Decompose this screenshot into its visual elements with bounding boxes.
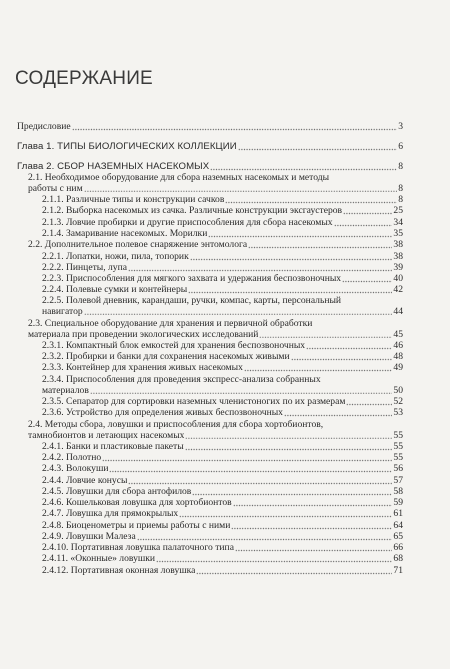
toc-page-number: 59 — [393, 497, 403, 508]
toc-entry[interactable] — [42, 554, 403, 565]
dot-leader — [128, 265, 392, 272]
dot-leader — [188, 287, 392, 294]
toc-entry-title: 2.3. Специальное оборудование для хранения и первичной обработки — [28, 318, 313, 329]
dot-leader — [343, 208, 392, 215]
dot-leader — [225, 197, 397, 204]
toc-entry[interactable] — [42, 218, 403, 229]
toc-page-number: 42 — [393, 284, 403, 295]
dot-leader — [84, 185, 398, 192]
toc-entry[interactable] — [42, 566, 403, 577]
toc-entry[interactable] — [42, 274, 403, 285]
dot-leader — [137, 534, 393, 541]
toc-page-number: 71 — [393, 565, 403, 576]
toc-page-number: 6 — [398, 141, 403, 152]
dot-leader — [233, 500, 393, 507]
toc-page-number: 64 — [393, 520, 403, 531]
dot-leader — [192, 489, 392, 496]
toc-entry-title: 2.2.4. Полевые сумки и контейнеры — [42, 285, 188, 295]
toc-entry-title: навигатор — [42, 306, 83, 317]
toc-entry-title: материалов — [42, 385, 89, 396]
toc-entry[interactable] — [42, 453, 403, 464]
toc-page-number: 39 — [393, 262, 403, 273]
dot-leader — [109, 466, 392, 473]
toc-page-number: 68 — [393, 553, 403, 564]
dot-leader — [102, 455, 392, 462]
toc-page-number: 55 — [393, 452, 403, 463]
dot-leader — [235, 545, 392, 552]
toc-entry[interactable] — [42, 195, 403, 206]
dot-leader — [190, 254, 393, 261]
dot-leader — [231, 523, 392, 530]
dot-leader — [334, 220, 393, 227]
toc-page-number: 53 — [393, 407, 403, 418]
toc-entry[interactable] — [28, 319, 403, 340]
dot-leader — [306, 343, 392, 350]
toc-entry[interactable] — [42, 408, 403, 419]
toc-entry[interactable] — [42, 206, 403, 217]
toc-entry-title: 2.2.3. Приспособления для мягкого захвата и удержания беспозвоночных — [42, 274, 342, 284]
dot-leader — [84, 308, 393, 315]
dot-leader — [208, 231, 392, 238]
toc-entry[interactable] — [17, 162, 403, 173]
dot-leader — [156, 556, 392, 563]
toc-page-number: 3 — [398, 121, 403, 132]
toc-entry-title: 2.2.2. Пинцеты, лупа — [42, 263, 127, 273]
page-title: СОДЕРЖАНИЕ — [15, 68, 153, 89]
toc-page-number: 55 — [393, 429, 403, 441]
dot-leader — [342, 276, 392, 283]
toc-page-number: 38 — [393, 251, 403, 262]
toc-entry[interactable] — [42, 487, 403, 498]
toc-page-number: 40 — [393, 273, 403, 284]
toc-entry[interactable] — [42, 341, 403, 352]
toc-entry-title: 2.3.1. Компактный блок емкостей для хранения беспозвоночных — [42, 341, 306, 351]
toc-entry-title: 2.1.1. Различные типы и конструкции сачков — [42, 195, 225, 205]
toc-entry-title: 2.4.4. Ловчие конусы — [42, 476, 128, 486]
toc-entry[interactable] — [42, 252, 403, 263]
toc-entry-title: 2.4.5. Ловушки для сбора антофилов — [42, 487, 192, 497]
dot-leader — [210, 164, 397, 171]
dot-leader — [179, 511, 392, 518]
toc-entry-title: 2.4.10. Портативная ловушка палаточного типа — [42, 543, 234, 553]
toc-page-number: 38 — [393, 239, 403, 250]
toc-entry-title: работы с ним — [28, 183, 83, 194]
toc-page-number: 44 — [393, 305, 403, 317]
toc-entry[interactable] — [42, 375, 403, 396]
toc-entry-title: 2.4.7. Ловушка для прямокрылых — [42, 509, 179, 519]
dot-leader — [90, 387, 393, 394]
toc-entry-title: 2.4.2. Полотно — [42, 453, 102, 463]
toc-entry[interactable] — [42, 229, 403, 240]
toc-entry[interactable] — [42, 476, 403, 487]
toc-entry-title: 2.4.3. Волокуши — [42, 464, 109, 474]
toc-entry-title: Глава 1. ТИПЫ БИОЛОГИЧЕСКИХ КОЛЛЕКЦИЙ — [17, 142, 237, 152]
dot-leader — [128, 478, 392, 485]
toc-page-number: 8 — [398, 161, 403, 172]
toc-page-number: 49 — [393, 362, 403, 373]
toc-entry[interactable] — [42, 532, 403, 543]
toc-entry[interactable] — [42, 464, 403, 475]
toc-entry-title: материала при проведении экологических исследований — [28, 329, 259, 340]
toc-entry-title: 2.4.8. Биоценометры и приемы работы с ними — [42, 521, 231, 531]
toc-entry-title: 2.4.6. Кошельковая ловушка для хортобионтов — [42, 498, 232, 508]
toc-page-number: 35 — [393, 228, 403, 239]
dot-leader — [248, 242, 392, 249]
toc-entry-title: 2.4.1. Банки и пластиковые пакеты — [42, 442, 184, 452]
toc-page-number: 48 — [393, 351, 403, 362]
toc-page-number: 61 — [393, 508, 403, 519]
toc-entry-title: 2.1. Необходимое оборудование для сбора наземных насекомых и методы — [28, 172, 330, 183]
toc-entry[interactable] — [28, 240, 403, 251]
toc-entry-title: 2.1.4. Замаривание насекомых. Морилки — [42, 229, 208, 239]
toc-entry[interactable] — [42, 263, 403, 274]
toc-entry[interactable] — [42, 509, 403, 520]
toc-entry-title: 2.3.5. Сепаратор для сортировки наземных членистоногих по их размерам — [42, 397, 346, 407]
dot-leader — [196, 568, 392, 575]
toc-entry[interactable] — [28, 420, 403, 441]
toc-entry-title: 2.4.11. «Оконные» ловушки — [42, 554, 156, 564]
toc-entry-title: 2.3.2. Пробирки и банки для сохранения насекомых живыми — [42, 352, 290, 362]
toc-entry-title: 2.1.2. Выборка насекомых из сачка. Различные конструкции эксгаустеров — [42, 206, 343, 216]
toc-entry[interactable] — [17, 142, 403, 153]
toc-entry-title: 2.4.12. Портативная оконная ловушка — [42, 566, 196, 576]
toc-page-number: 52 — [393, 396, 403, 407]
toc-entry[interactable] — [42, 397, 403, 408]
toc-page-number: 50 — [393, 384, 403, 396]
toc-entry-title: 2.4. Методы сбора, ловушки и приспособления для сбора хортобионтов, — [28, 419, 324, 430]
toc-entry[interactable] — [17, 122, 403, 133]
toc-entry-title: 2.2.5. Полевой дневник, карандаши, ручки, компас, карты, персональный — [42, 295, 342, 306]
toc-entry[interactable] — [42, 352, 403, 363]
toc-entry-title: тамнобионтов и летающих насекомых — [28, 430, 185, 441]
toc-entry-title: 2.4.9. Ловушки Малеза — [42, 532, 136, 542]
toc-entry[interactable] — [42, 521, 403, 532]
toc-entry[interactable] — [42, 363, 403, 374]
dot-leader — [259, 331, 392, 338]
dot-leader — [238, 144, 397, 151]
toc-entry-title: 2.2.1. Лопатки, ножи, пила, топорик — [42, 252, 189, 262]
toc-page-number: 66 — [393, 542, 403, 553]
toc-entry[interactable] — [28, 173, 403, 194]
toc-page-number: 46 — [393, 340, 403, 351]
dot-leader — [346, 399, 392, 406]
toc-page-number: 45 — [393, 328, 403, 340]
toc-page-number: 34 — [393, 217, 403, 228]
dot-leader — [284, 410, 392, 417]
toc-page-number: 8 — [398, 194, 403, 205]
toc-entry-title: 2.3.3. Контейнер для хранения живых насекомых — [42, 363, 243, 373]
toc-entry-title: 2.1.3. Ловчие пробирки и другие приспособления для сбора насекомых — [42, 218, 333, 228]
dot-leader — [291, 354, 393, 361]
toc-entry[interactable] — [42, 543, 403, 554]
toc-page-number: 58 — [393, 486, 403, 497]
toc-entry-title: Глава 2. СБОР НАЗЕМНЫХ НАСЕКОМЫХ — [17, 162, 210, 172]
toc-entry[interactable] — [42, 498, 403, 509]
toc-page-number: 8 — [398, 182, 403, 194]
toc-entry[interactable] — [42, 285, 403, 296]
dot-leader — [72, 124, 398, 131]
dot-leader — [185, 444, 393, 451]
toc-page-number: 25 — [393, 205, 403, 216]
dot-leader — [244, 365, 393, 372]
toc-entry[interactable] — [42, 442, 403, 453]
toc-entry-title: 2.2. Дополнительное полевое снаряжение энтомолога — [28, 240, 248, 250]
toc-entry-title: 2.3.6. Устройство для определения живых беспозвоночных — [42, 408, 283, 418]
toc-entry[interactable] — [42, 296, 403, 317]
toc-page-number: 65 — [393, 531, 403, 542]
toc-entry-title: 2.3.4. Приспособления для проведения экспресс-анализа собранных — [42, 374, 321, 385]
dot-leader — [185, 432, 392, 439]
toc-page-number: 55 — [393, 441, 403, 452]
toc-page-number: 56 — [393, 463, 403, 474]
toc-page-number: 57 — [393, 475, 403, 486]
toc-entry-title: Предисловие — [17, 122, 71, 132]
